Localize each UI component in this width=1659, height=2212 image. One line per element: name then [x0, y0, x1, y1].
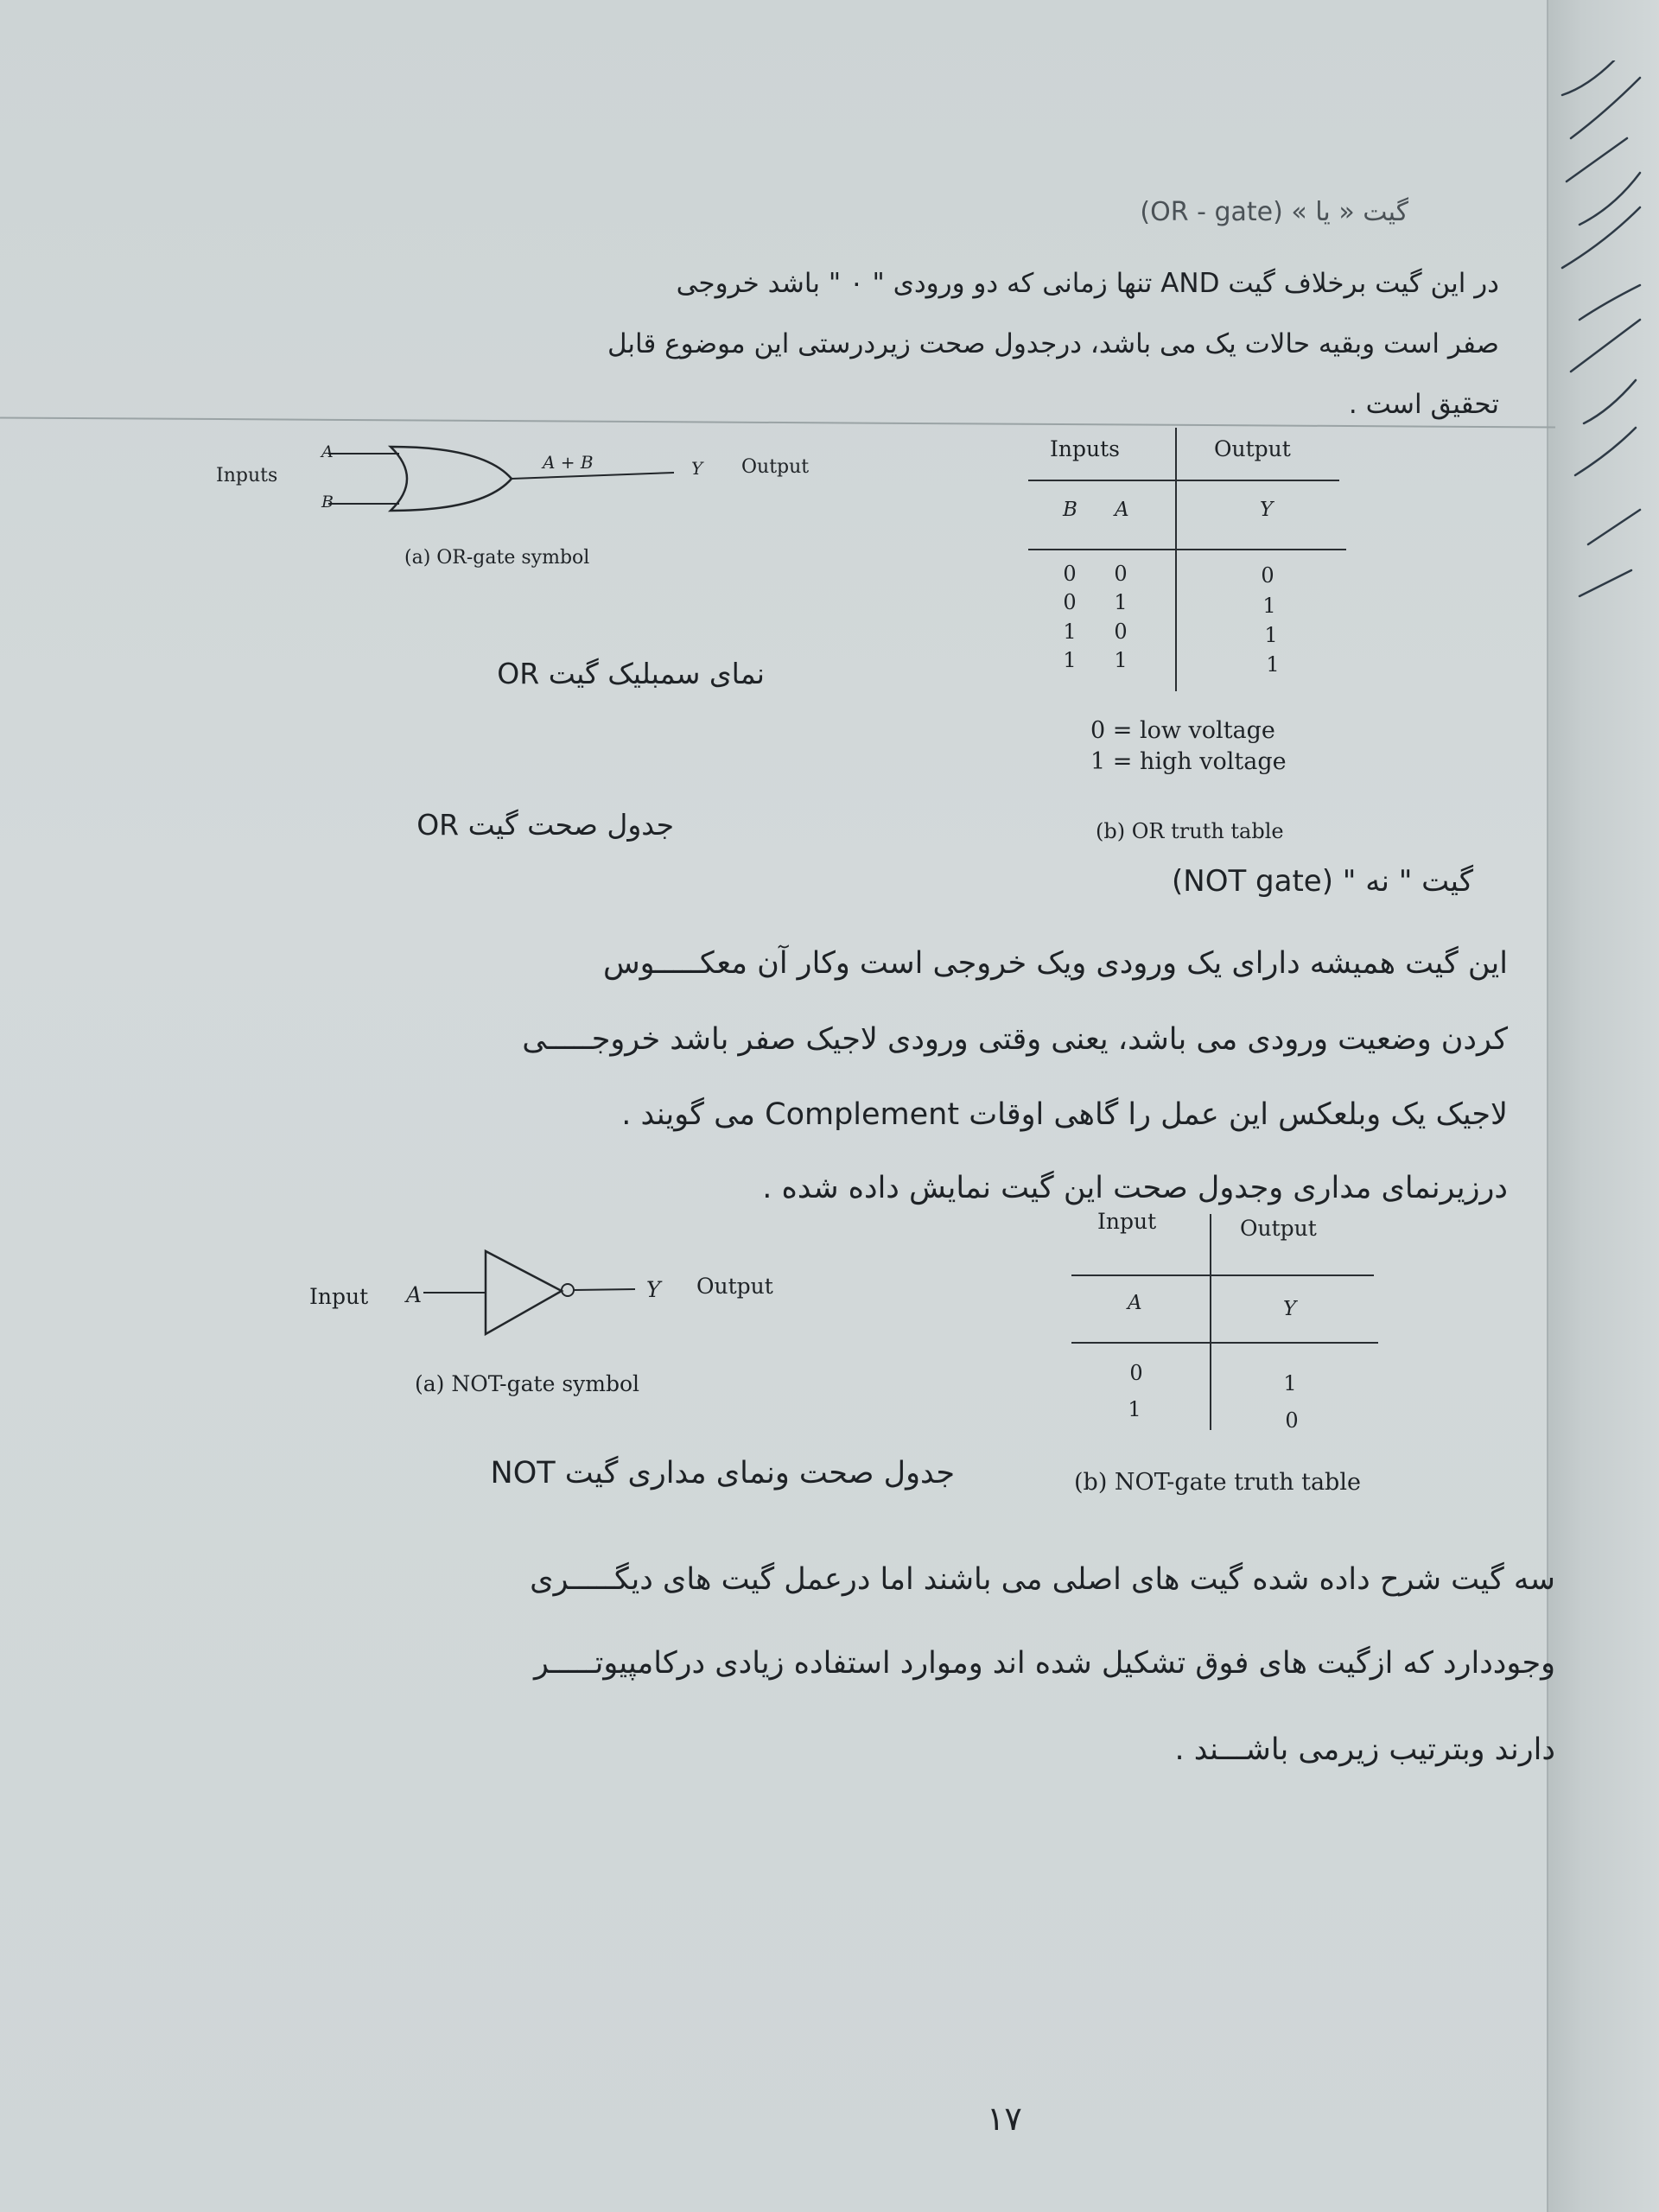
not-output-label: Output	[696, 1274, 773, 1299]
not-input-label: Input	[309, 1284, 369, 1309]
not-tt-r1-a: 0	[1129, 1361, 1143, 1385]
or-tt-r4-y: 1	[1266, 652, 1280, 677]
not-tt-r1-y: 1	[1283, 1371, 1297, 1395]
or-tt-output-header: Output	[1214, 436, 1291, 461]
not-tt-col-y: Y	[1283, 1298, 1297, 1320]
not-gate-heading: گیت " نه " (NOT gate)	[1172, 864, 1473, 899]
or-tt-r1-a: 0	[1114, 562, 1128, 586]
not-tt-output-header: Output	[1240, 1216, 1317, 1241]
or-gate-heading: گیت « یا » (OR - gate)	[1140, 197, 1408, 227]
closing-line-2: وجوددارد که ازگیت های فوق تشکیل شده اند وموارد استفاده زیادی درکامپیوتـــــر	[534, 1646, 1555, 1681]
not-tt-input-header: Input	[1097, 1209, 1157, 1234]
or-input-a: A	[321, 442, 334, 461]
or-tt-col-y: Y	[1260, 499, 1274, 521]
or-expression: A + B	[543, 452, 594, 473]
or-truth-table	[1028, 428, 1348, 704]
or-gate-symbol	[207, 428, 881, 531]
or-tt-divider-h2	[1028, 549, 1346, 550]
not-tt-r2-a: 1	[1128, 1397, 1141, 1421]
or-symbol-caption-fa: نمای سمبلیک گیت OR	[497, 657, 765, 690]
not-tt-divider-h2	[1071, 1342, 1378, 1344]
not-intro-line-2: کردن وضعیت ورودی می باشد، یعنی وقتی ورودی لاجیک صفر باشد خروجـــــی	[522, 1022, 1508, 1057]
not-caption-fa: جدول صحت ونمای مداری گیت NOT	[490, 1456, 955, 1491]
or-tt-r2-b: 0	[1063, 590, 1077, 614]
or-tt-col-a: A	[1115, 499, 1129, 521]
not-gate-symbol	[423, 1244, 665, 1348]
not-tt-r2-y: 0	[1285, 1408, 1299, 1433]
page-number: ۱۷	[987, 2100, 1022, 2138]
not-input-a: A	[406, 1282, 423, 1307]
not-truth-table	[1071, 1205, 1382, 1439]
or-tt-r1-y: 0	[1261, 563, 1274, 588]
not-intro-line-4: درزیرنمای مداری وجدول صحت این گیت نمایش داده شده .	[762, 1171, 1508, 1205]
or-input-b: B	[321, 493, 334, 512]
or-legend-high: 1 = high voltage	[1090, 748, 1287, 775]
or-output-y: Y	[691, 458, 703, 479]
not-tt-divider-v	[1210, 1214, 1211, 1430]
or-tt-r3-y: 1	[1264, 623, 1278, 647]
not-truth-table-caption: (b) NOT-gate truth table	[1074, 1469, 1361, 1496]
or-inputs-label: Inputs	[216, 465, 278, 486]
not-symbol-caption: (a) NOT-gate symbol	[415, 1371, 640, 1396]
or-intro-line-1: در این گیت برخلاف گیت AND تنها زمانی که دو ورودی " ۰ " باشد خروجی	[676, 268, 1499, 299]
or-tt-r3-b: 1	[1063, 620, 1077, 644]
or-tt-divider-h1	[1028, 480, 1339, 481]
or-tt-r2-y: 1	[1262, 594, 1276, 618]
or-tt-col-b: B	[1063, 499, 1077, 521]
or-tt-divider-v	[1175, 428, 1177, 691]
or-truth-caption-fa: جدول صحت گیت OR	[416, 808, 674, 842]
or-intro-line-2: صفر است وبقیه حالات یک می باشد، درجدول صحت زیردرستی این موضوع قابل	[607, 328, 1499, 359]
or-legend-low: 0 = low voltage	[1090, 717, 1275, 744]
or-symbol-caption: (a) OR-gate symbol	[404, 547, 590, 569]
or-tt-r1-b: 0	[1063, 562, 1077, 586]
or-intro-line-3: تحقیق است .	[1348, 389, 1499, 420]
or-tt-r2-a: 1	[1114, 590, 1128, 614]
not-output-y: Y	[646, 1277, 661, 1302]
or-tt-r3-a: 0	[1114, 620, 1128, 644]
not-intro-line-3: لاجیک یک وبلعکس این عمل را گاهی اوقات Complement می گویند .	[621, 1097, 1508, 1132]
or-tt-r4-b: 1	[1063, 648, 1077, 672]
not-intro-line-1: این گیت همیشه دارای یک ورودی ویک خروجی است وکار آن معکـــــوس	[602, 946, 1508, 981]
or-truth-table-caption: (b) OR truth table	[1096, 819, 1284, 843]
not-tt-divider-h1	[1071, 1274, 1374, 1276]
closing-line-1: سه گیت شرح داده شده گیت های اصلی می باشند اما درعمل گیت های دیگـــــری	[530, 1562, 1555, 1597]
or-tt-r4-a: 1	[1114, 648, 1128, 672]
handwritten-margin-notes	[1554, 60, 1657, 613]
or-output-label: Output	[741, 456, 810, 478]
closing-line-3: دارند وبترتیب زیرمی باشـــند .	[1174, 1732, 1555, 1767]
or-tt-inputs-header: Inputs	[1050, 436, 1120, 461]
not-tt-col-a: A	[1128, 1292, 1142, 1314]
